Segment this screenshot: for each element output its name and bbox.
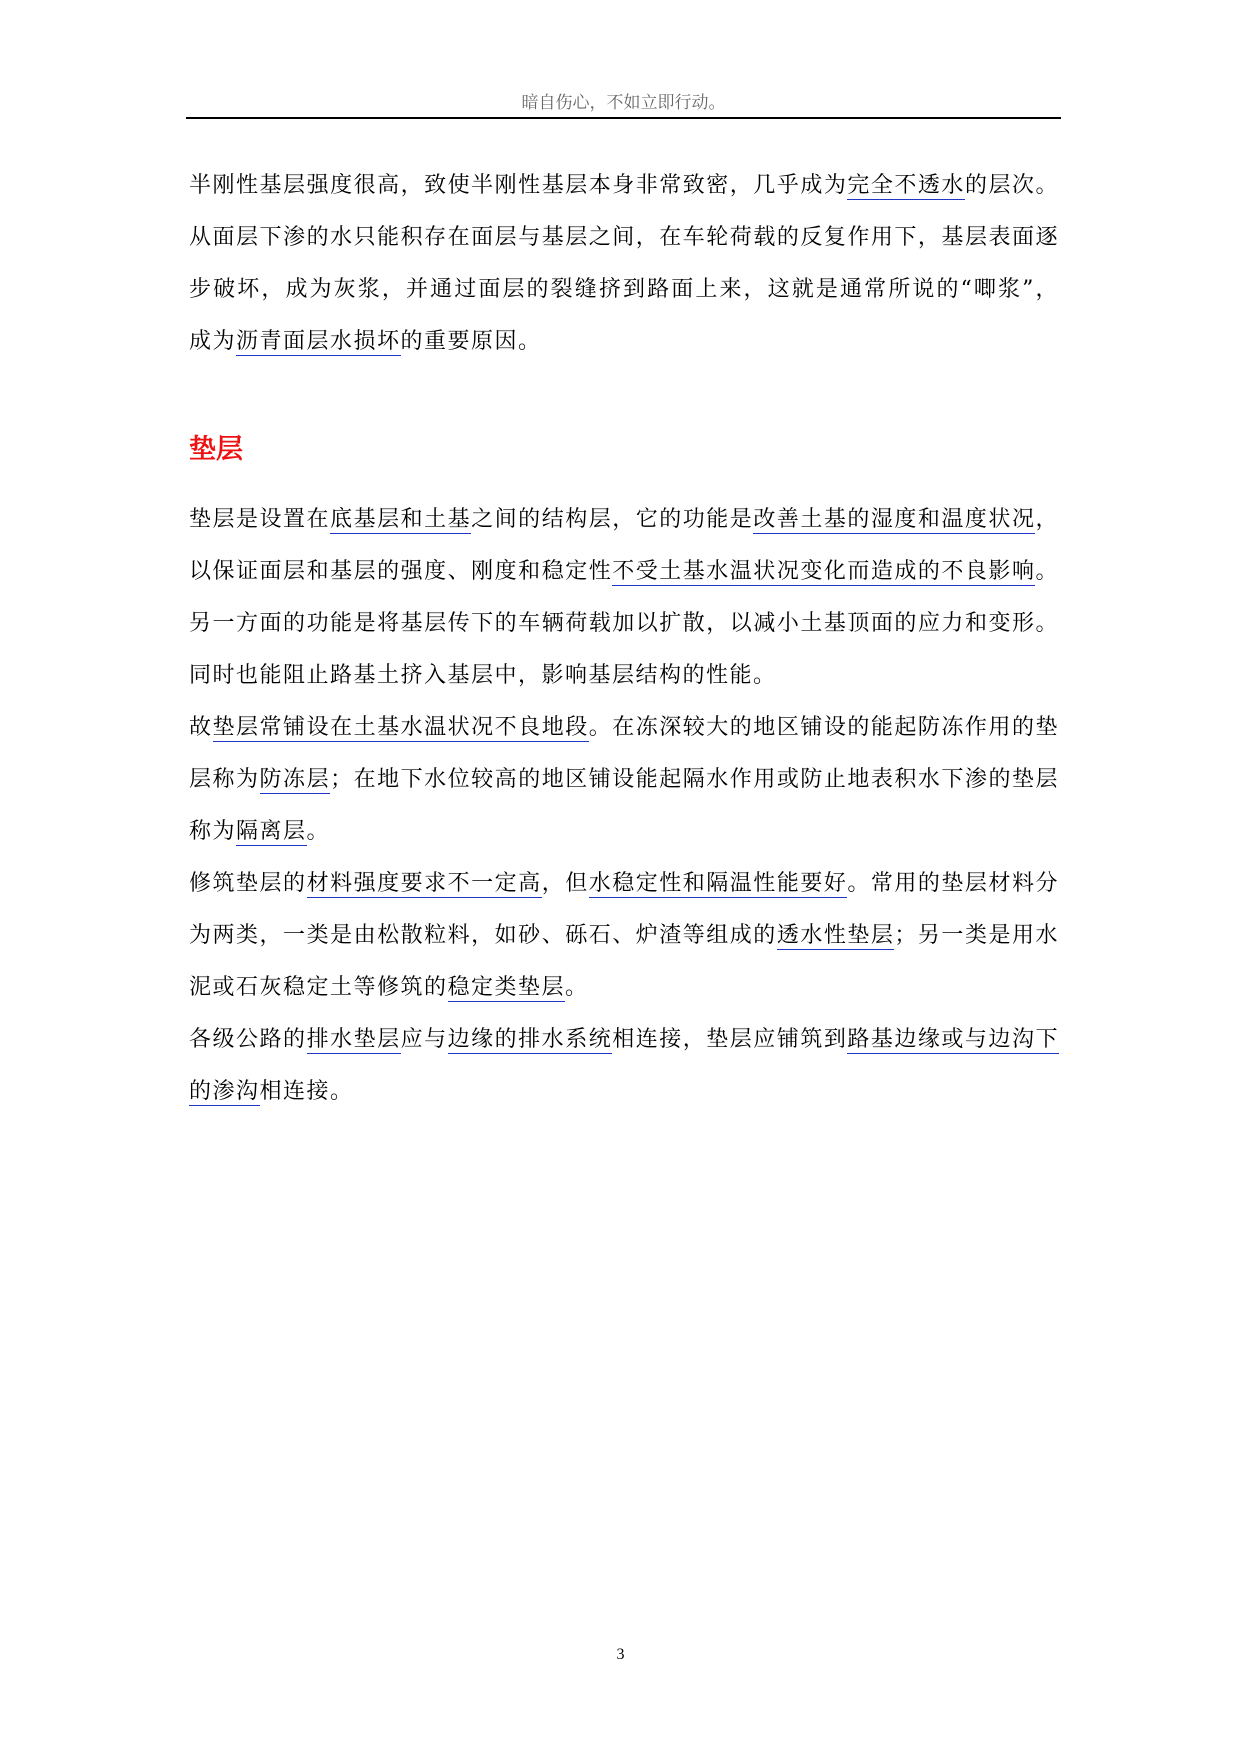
underlined-text: 垫层常铺设在土基水温状况不良地段 bbox=[212, 715, 589, 740]
paragraph-cushion-placement: 故垫层常铺设在土基水温状况不良地段。在冻深较大的地区铺设的能起防冻作用的垫层称为防冻层；在地下水位较高的地区铺设能起隔水作用或防止地表积水下渗的垫层称为隔离层。 bbox=[189, 715, 1059, 844]
underlined-text: 透水性垫层 bbox=[776, 923, 895, 948]
page-number: 3 bbox=[616, 1646, 625, 1663]
page-header bbox=[186, 0, 1061, 119]
underlined-text: 材料强度要求不一定高 bbox=[306, 871, 542, 896]
paragraph-base-layer: 半刚性基层强度很高，致使半刚性基层本身非常致密，几乎成为完全不透水的层次。从面层下渗的水只能积存在面层与基层之间，在车轮荷载的反复作用下，基层表面逐步破坏，成为灰浆，并通过面层的裂缝挤到路面上来，这就是通常所说的“唧浆”，成为沥青面层水损坏的重要原因。 bbox=[189, 173, 1059, 354]
underlined-text: 排水垫层 bbox=[306, 1027, 401, 1052]
paragraph-cushion-definition: 垫层是设置在底基层和土基之间的结构层，它的功能是改善土基的湿度和温度状况，以保证面层和基层的强度、刚度和稳定性不受土基水温状况变化而造成的不良影响。另一方面的功能是将基层传下的车辆荷载加以扩散，以减小土基顶面的应力和变形。同时也能阻止路基土挤入基层中，影响基层结构的性能。 bbox=[189, 507, 1059, 688]
underlined-text: 路基边缘或与边沟下的渗沟 bbox=[189, 1027, 1059, 1104]
underlined-text: 不受土基水温状况变化而造成的不良影响 bbox=[612, 559, 1036, 584]
document-body bbox=[189, 160, 1059, 1118]
underlined-text: 边缘的排水系统 bbox=[447, 1027, 613, 1052]
underlined-text: 改善土基的湿度和温度状况 bbox=[753, 507, 1036, 532]
underlined-text: 防冻层 bbox=[259, 767, 331, 792]
section-title: 垫层 bbox=[189, 434, 243, 465]
underlined-text: 稳定类垫层 bbox=[447, 975, 566, 1000]
underlined-text: 隔离层 bbox=[236, 819, 307, 844]
underlined-text: 沥青面层水损坏 bbox=[236, 329, 401, 354]
underlined-text: 水稳定性和隔温性能要好 bbox=[588, 871, 848, 896]
paragraph-cushion-materials: 修筑垫层的材料强度要求不一定高，但水稳定性和隔温性能要好。常用的垫层材料分为两类，一类是由松散粒料，如砂、砾石、炉渣等组成的透水性垫层；另一类是用水泥或石灰稳定土等修筑的稳定类垫层。 bbox=[189, 871, 1059, 1000]
underlined-text: 完全不透水 bbox=[847, 173, 965, 198]
underlined-text: 底基层和土基 bbox=[330, 507, 472, 532]
paragraph-cushion-drainage: 各级公路的排水垫层应与边缘的排水系统相连接，垫层应铺筑到路基边缘或与边沟下的渗沟相连接。 bbox=[189, 1027, 1059, 1104]
header-motto: 暗自伤心，不如立即行动。 bbox=[521, 93, 726, 113]
